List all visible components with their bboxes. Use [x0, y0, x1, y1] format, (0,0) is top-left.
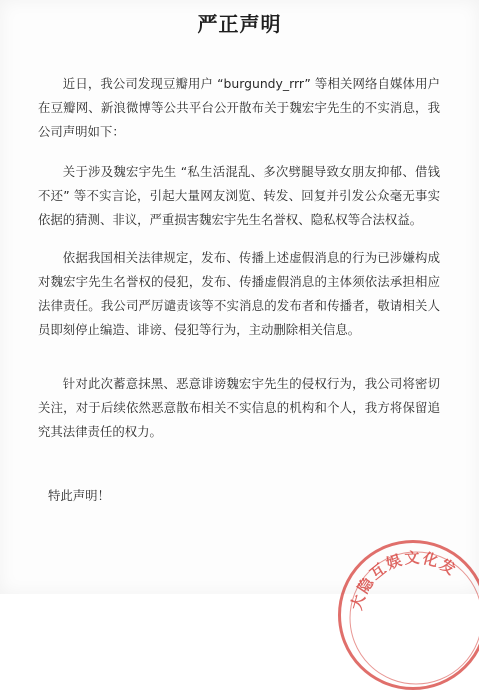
svg-text:大隐互娱文化发: 大隐互娱文化发 [347, 548, 461, 613]
paragraph-intro: 近日，我公司发现豆瓣用户 “burgundy_rrr” 等相关网络自媒体用户在豆瓣网、新浪微博等公共平台公开散布关于魏宏宇先生的不实消息，我公司声明如下： [38, 76, 440, 139]
company-seal-text [341, 543, 479, 693]
company-seal [338, 540, 479, 690]
closing-statement: 特此声明！ [48, 488, 110, 503]
paragraph-rights-reserved: 针对此次蓄意抹黑、恶意诽谤魏宏宇先生的侵权行为，我公司将密切关注，对于后续依然恶意散布相关不实信息的机构和个人，我方将保留追究其法律责任的权力。 [38, 376, 440, 439]
document-title: 严正声明 [197, 12, 282, 36]
paragraph-legal-basis: 依据我国相关法律规定，发布、传播上述虚假消息的行为已涉嫌构成对魏宏宇先生名誉权的侵犯，发布、传播虚假消息的主体须依法承担相应法律责任。我公司严厉谴责该等不实消息的发布者和传播者，敬请相关人员即刻停止编造、诽谤、侵犯等行为，主动删除相关信息。 [38, 250, 440, 337]
paragraph-rumor-description: 关于涉及魏宏宇先生 “私生活混乱、多次劈腿导致女朋友抑郁、借钱不还” 等不实言论，引起大量网友浏览、转发、回复并引发公众毫无事实依据的猜测、非议，严重损害魏宏宇先生名誉权、隐私权等合法权益。 [38, 164, 440, 227]
